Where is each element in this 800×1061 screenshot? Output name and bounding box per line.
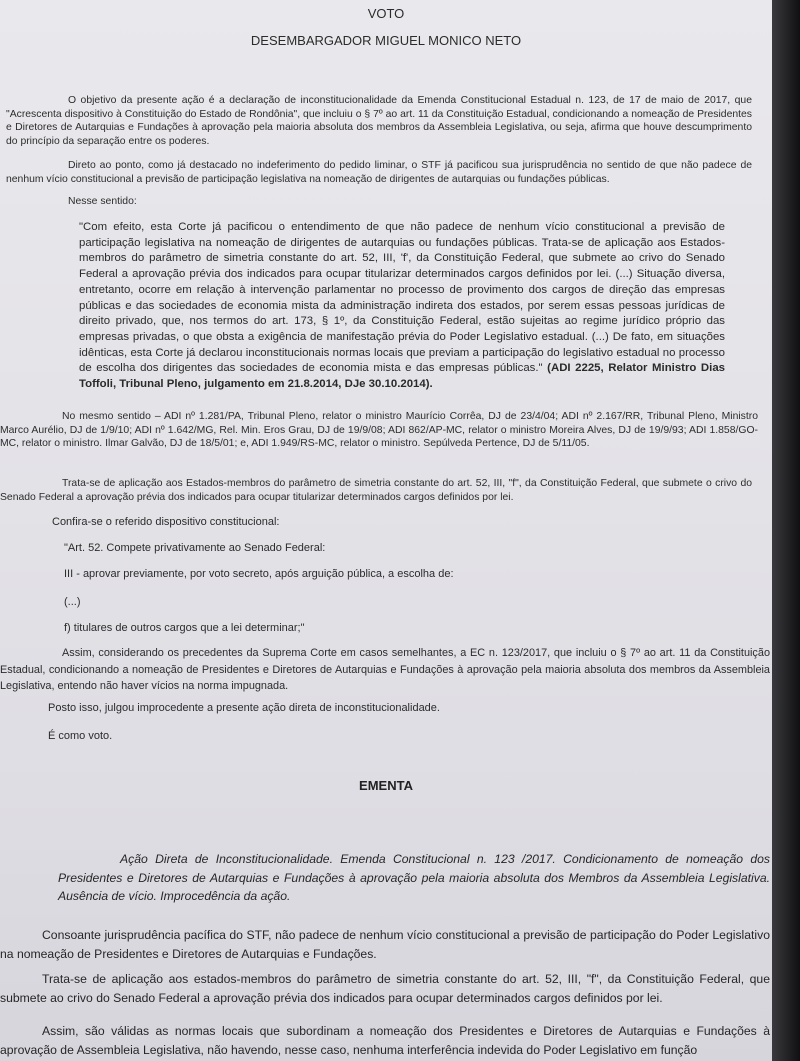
- paragraph-7: Assim, considerando os precedentes da Suprema Corte em casos semelhantes, a EC n. 123/2017, que incluiu o § 7º ao art. 11 da Constituição Estadual, condicionando a nomeação de Presidentes e Diretores de Autarquias e Fundações à aprovação pela maioria absoluta dos membros da Assembleia Legislativa, entendo não haver vícios na norma impugnada.: [0, 647, 770, 692]
- paragraph-8: Posto isso, julgou improcedente a presente ação direta de inconstitucionalidade.: [48, 702, 440, 714]
- quote-citation: (ADI 2225, Relator Ministro Dias Toffoli, Tribunal Pleno, julgamento em 21.8.2014, DJe 30.10.2014).: [79, 362, 725, 391]
- paragraph-4: No mesmo sentido – ADI nº 1.281/PA, Tribunal Pleno, relator o ministro Maurício Corrêa, DJ de 23/4/04; ADI nº 2.167/RR, Tribunal Pleno, Ministro Marco Aurélio, DJ de 1/9/10; ADI nº 1.642/MG, Rel. Min. Eros Grau, DJ de 19/9/08; ADI 862/AP-MC, relator o ministro Moreira Alves, DJ de 19/9/93; ADI 1.858/GO-MC, relator o ministro. Ilmar Galvão, DJ de 18/5/01; e, ADI 1.949/RS-MC, relator o ministro. Sepúlveda Pertence, DJ de 5/11/05.: [0, 411, 758, 450]
- ementa-summary: Ação Direta de Inconstitucionalidade. Emenda Constitucional n. 123 /2017. Condicionamento de nomeação dos Presidentes e Diretores de Autarquias e Fundações à aprovação pela maioria absoluta dos Membros da Assembleia Legislativa. Ausência de vício. Improcedência da ação.: [58, 852, 770, 904]
- paragraph-5: Trata-se de aplicação aos Estados-membros do parâmetro de simetria constante do art. 52, III, "f", da Constituição Federal, que submete o crivo do Senado Federal a aprovação prévia dos indicados para ocupar titularizar determinados cargos definidos por lei.: [0, 478, 752, 503]
- document-title: VOTO: [367, 6, 405, 21]
- article-line-2: III - aprovar previamente, por voto secreto, após arguição pública, a escolha de:: [64, 568, 454, 580]
- ementa-heading: EMENTA: [359, 778, 413, 793]
- article-line-3: (...): [64, 596, 81, 608]
- paragraph-6: Confira-se o referido dispositivo constitucional:: [52, 516, 280, 528]
- author-line: DESEMBARGADOR MIGUEL MONICO NETO: [250, 33, 522, 48]
- ementa-paragraph-2: Trata-se de aplicação aos estados-membros do parâmetro de simetria constante do art. 52, III, "f", da Constituição Federal, que submete ao crivo do Senado Federal a aprovação prévia dos indicados para ocupar determinados cargos definidos por lei.: [0, 972, 770, 1005]
- paragraph-1: O objetivo da presente ação é a declaração de inconstitucionalidade da Emenda Constitucional Estadual n. 123, de 17 de maio de 2017, que "Acrescenta dispositivo à Constituição do Estado de Rondônia", que incluiu o § 7º ao art. 11 da Constituição Estadual, condicionando a nomeação de Presidentes e Diretores de Autarquias e Fundações à aprovação pela maioria absoluta dos membros da Assembleia Legislativa, ou seja, afirma que houve descumprimento do princípio da separação entre os poderes.: [6, 95, 752, 147]
- article-line-4: f) titulares de outros cargos que a lei determinar;": [64, 622, 305, 634]
- paragraph-9: É como voto.: [48, 730, 113, 742]
- article-line-1: "Art. 52. Compete privativamente ao Senado Federal:: [64, 542, 326, 554]
- ementa-paragraph-3: Assim, são válidas as normas locais que subordinam a nomeação dos Presidentes e Diretores de Autarquias e Fundações à aprovação de Assembleia Legislativa, não havendo, nesse caso, nenhuma interferência indevida do Poder Legislativo em função: [0, 1024, 770, 1057]
- jurisprudence-quote: "Com efeito, esta Corte já pacificou o entendimento de que não padece de nenhum vício constitucional a previsão de participação legislativa na nomeação de dirigentes de autarquias ou fundações públicas. Trata-se de aplicação aos Estados-membros do parâmetro de simetria constante do art. 52, III, 'f', da Constituição Federal, que submete ao crivo do Senado Federal a aprovação prévia dos indicados para ocupar titularizar determinados cargos definidos por lei. (...) Situação diversa, entretanto, ocorre em relação à intervenção parlamentar no processo de provimento dos cargos de direção das empresas públicas e das sociedades de economia mista da administração indireta dos estados, por serem essas pessoas jurídicas de direito privado, que, nos termos do art. 173, § 1º, da Constituição Federal, estão sujeitas ao regime jurídico próprio das empresas privadas, o que obsta a exigência de manifestação prévia do Poder Legislativo estadual. (...) De fato, em situações idênticas, esta Corte já declarou inconstitucionais normas locais que previam a participação do legislativo estadual no processo de escolha dos dirigentes das sociedades de economia mista e das empresas públicas." (ADI 2225, Relator Ministro Dias Toffoli, Tribunal Pleno, julgamento em 21.8.2014, DJe 30.10.2014).: [79, 221, 725, 391]
- paragraph-3: Nesse sentido:: [68, 196, 137, 207]
- paragraph-2: Direto ao ponto, como já destacado no indeferimento do pedido liminar, o STF já pacificou sua jurisprudência no sentido de que não padece de nenhum vício constitucional a previsão de participação legislativa na nomeação de dirigentes de autarquias ou fundações públicas.: [6, 160, 752, 185]
- ementa-paragraph-1: Consoante jurisprudência pacífica do STF, não padece de nenhum vício constitucional a previsão de participação do Poder Legislativo na nomeação de Presidentes e Diretores de Autarquias e Fundações.: [0, 928, 770, 961]
- device-edge: [772, 0, 800, 1061]
